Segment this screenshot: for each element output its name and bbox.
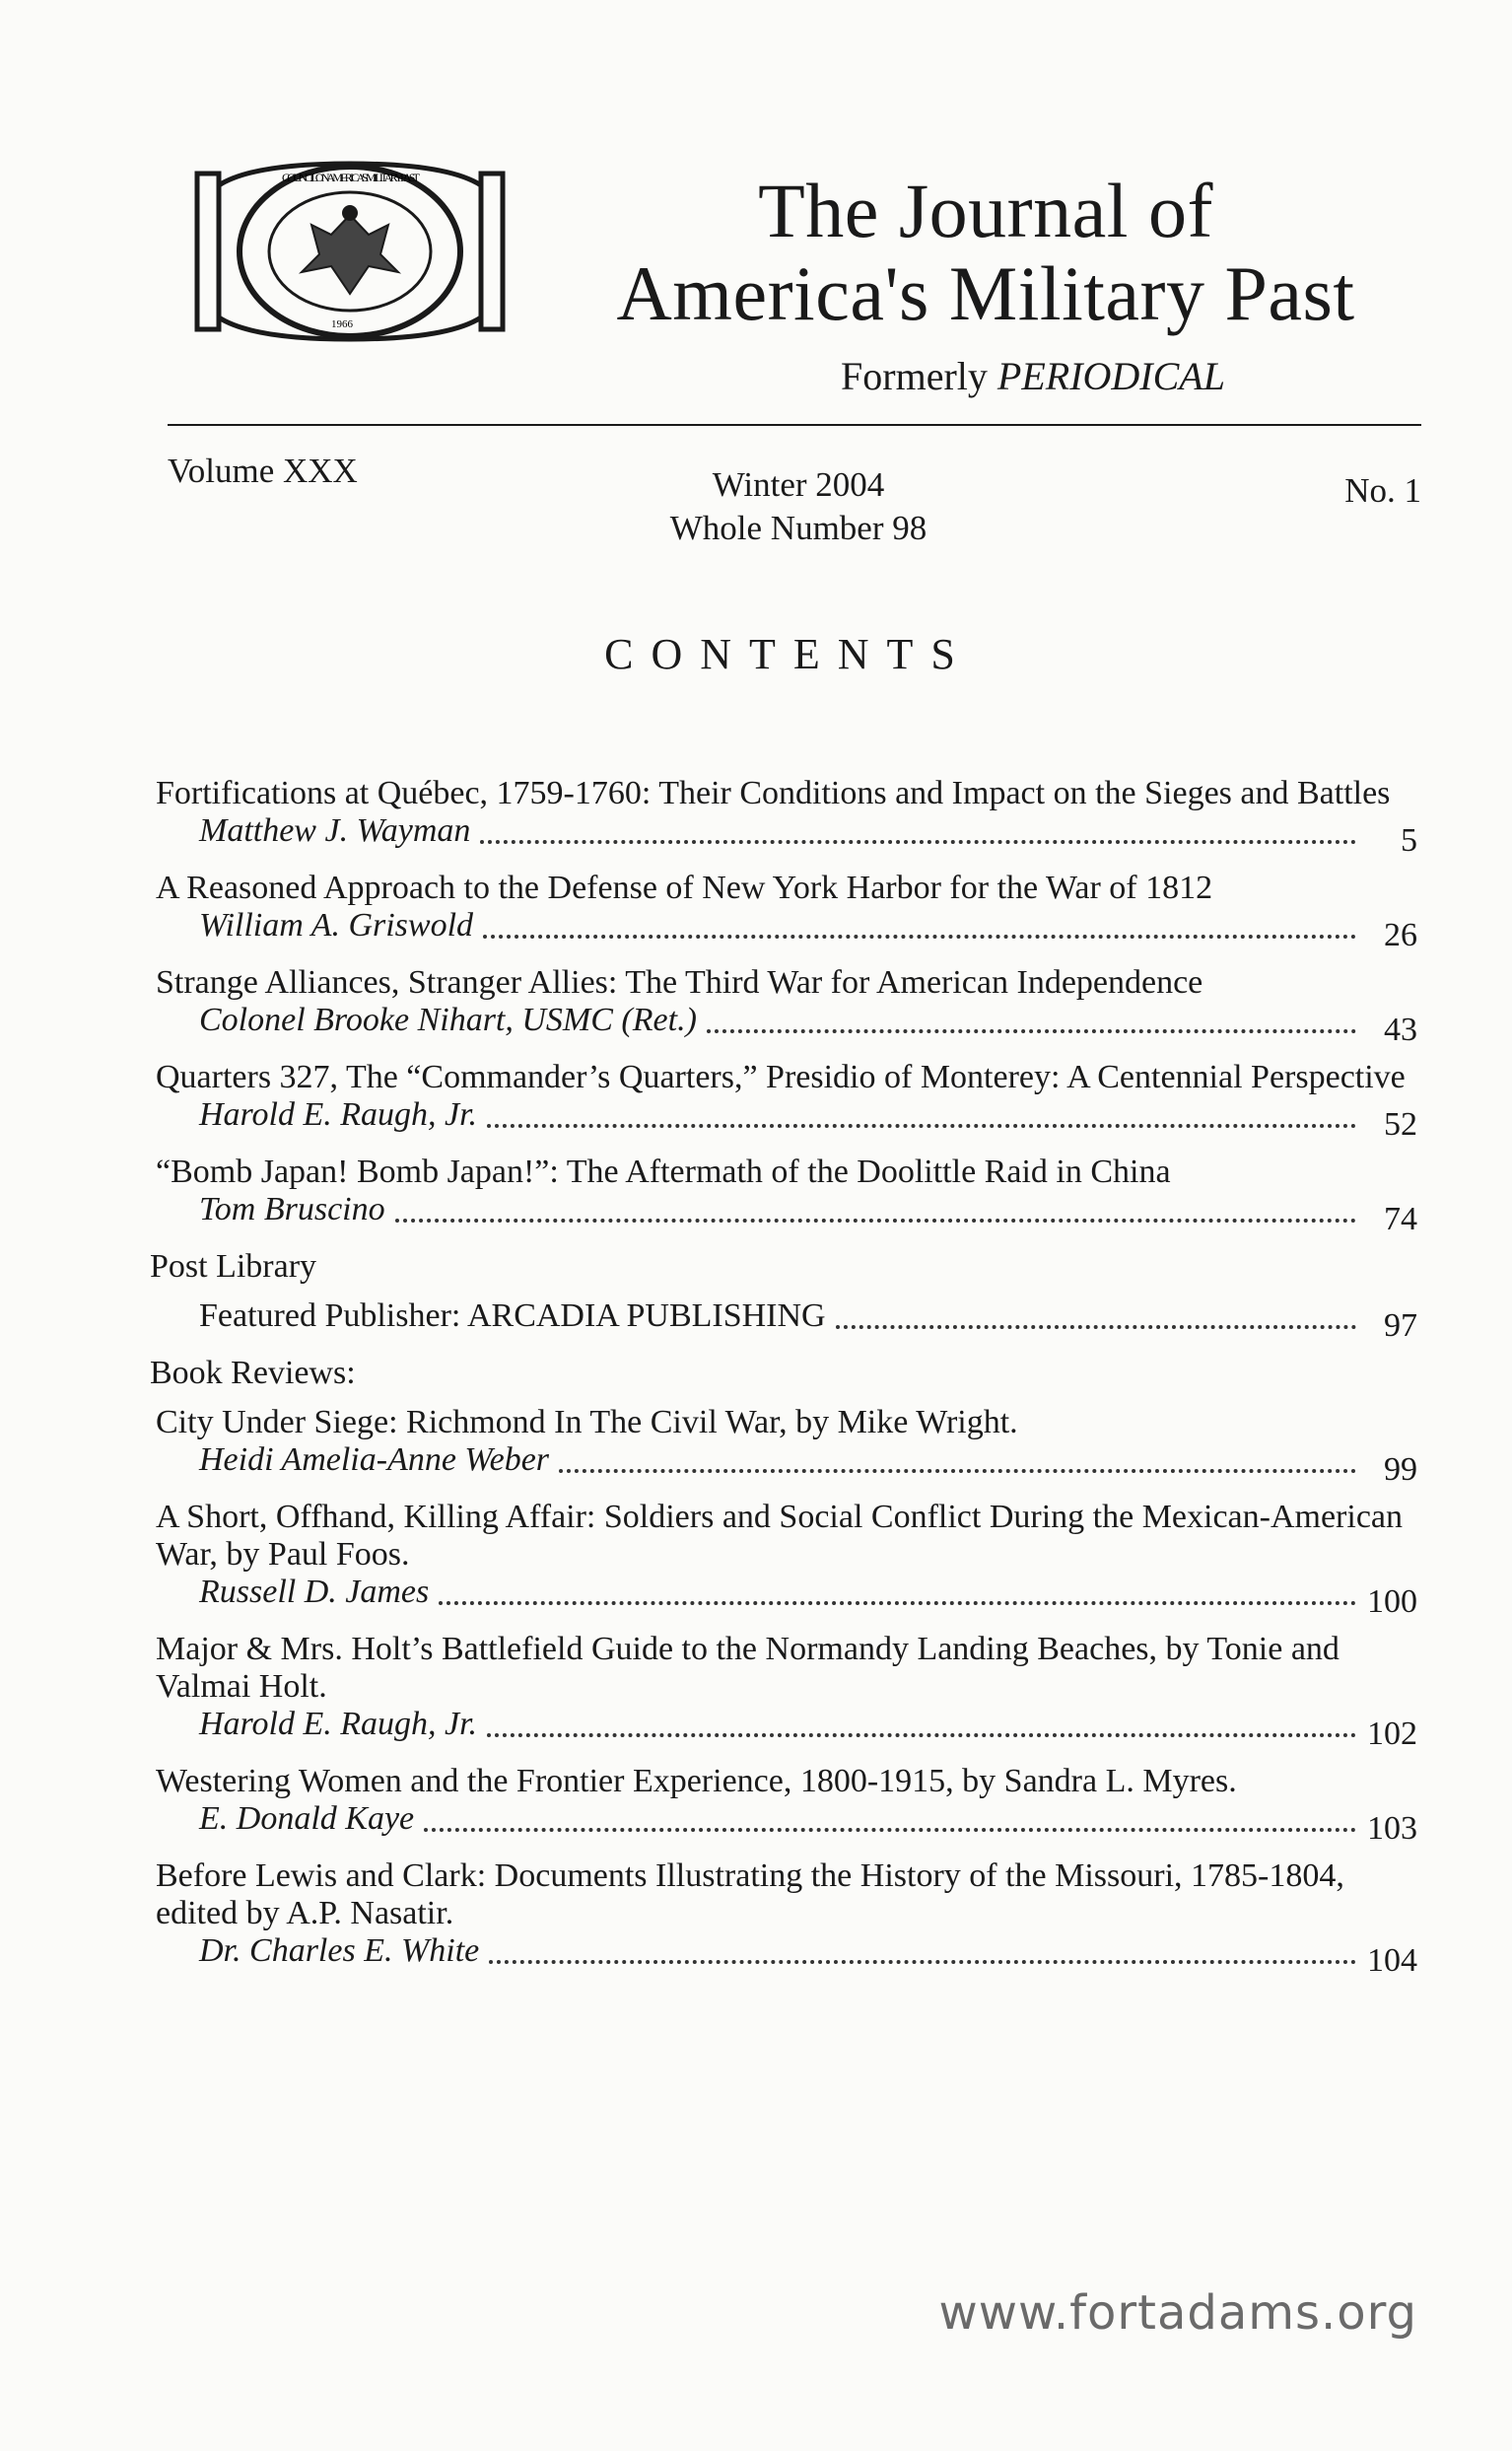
journal-title-line1: The Journal of [758, 168, 1213, 253]
toc-entry[interactable] [148, 870, 1419, 953]
leader-dots [480, 840, 1356, 844]
issue-season: Winter 2004 [712, 465, 885, 504]
page-number: 100 [1367, 1583, 1417, 1620]
contents-heading: CONTENTS [604, 630, 973, 678]
journal-masthead [552, 170, 1419, 402]
formerly-subtitle [552, 351, 1419, 402]
reviewer: Heidi Amelia-Anne Weber [199, 1441, 550, 1478]
page-number: 52 [1384, 1106, 1417, 1143]
header-divider [168, 424, 1421, 426]
toc-entry[interactable] [148, 1297, 1419, 1344]
leader-dots [424, 1828, 1356, 1832]
article-author: Tom Bruscino [199, 1191, 385, 1227]
issue-whole-number: Whole Number 98 [669, 509, 928, 547]
site-watermark: www.fortadams.org [938, 2285, 1417, 2341]
page-number: 5 [1401, 822, 1417, 859]
article-author: Harold E. Raugh, Jr. [199, 1096, 478, 1133]
svg-text:1966: 1966 [331, 318, 353, 330]
journal-title-line2: America's Military Past [616, 250, 1355, 336]
page-number: 99 [1384, 1451, 1417, 1488]
leader-dots [439, 1601, 1356, 1605]
post-library-heading: Post Library [150, 1248, 317, 1285]
article-title: Quarters 327, The “Commander’s Quarters,” Presidio of Monterey: A Centennial Perspective [156, 1059, 1406, 1095]
toc-entry[interactable] [148, 1154, 1419, 1237]
page-number: 103 [1367, 1810, 1417, 1847]
leader-dots [559, 1469, 1356, 1473]
book-reviews-heading: Book Reviews: [150, 1355, 356, 1391]
page-number: 43 [1384, 1012, 1417, 1048]
council-seal-logo [193, 156, 507, 347]
page-number: 74 [1384, 1201, 1417, 1237]
formerly-name: PERIODICAL [997, 354, 1225, 398]
leader-dots [836, 1325, 1356, 1329]
toc-entry[interactable] [148, 1763, 1419, 1847]
page-number: 102 [1367, 1716, 1417, 1752]
article-title: Strange Alliances, Stranger Allies: The Third War for American Independence [156, 964, 1203, 1001]
issue-number: No. 1 [1344, 471, 1421, 510]
toc-entry[interactable] [148, 1059, 1419, 1143]
article-title: “Bomb Japan! Bomb Japan!”: The Aftermath of the Doolittle Raid in China [156, 1154, 1171, 1190]
eagle-seal-icon [193, 156, 507, 347]
toc-entry[interactable] [148, 1499, 1419, 1620]
svg-text:COUNCIL ON AMERICA'S MILITARY: COUNCIL ON AMERICA'S MILITARY PAST [282, 171, 421, 184]
page-number: 104 [1367, 1942, 1417, 1979]
reviewer: Dr. Charles E. White [199, 1932, 480, 1969]
toc-entry[interactable] [148, 964, 1419, 1048]
leader-dots [395, 1219, 1356, 1223]
review-title: Before Lewis and Clark: Documents Illustrating the History of the Missouri, 1785-1804, edited by A.P. Nasatir. [156, 1857, 1344, 1931]
reviewer: Russell D. James [199, 1574, 430, 1610]
table-of-contents [148, 775, 1419, 1990]
leader-dots [707, 1029, 1356, 1033]
leader-dots [489, 1960, 1356, 1964]
issue-info [591, 463, 1005, 550]
review-title: City Under Siege: Richmond In The Civil War, by Mike Wright. [156, 1404, 1018, 1440]
formerly-prefix: Formerly [841, 354, 988, 398]
review-title: Major & Mrs. Holt’s Battlefield Guide to the Normandy Landing Beaches, by Tonie and Valmai Holt. [156, 1631, 1340, 1705]
article-author: Colonel Brooke Nihart, USMC (Ret.) [199, 1002, 697, 1038]
review-title: A Short, Offhand, Killing Affair: Soldiers and Social Conflict During the Mexican-American War, by Paul Foos. [156, 1499, 1404, 1573]
review-title: Westering Women and the Frontier Experience, 1800-1915, by Sandra L. Myres. [156, 1763, 1237, 1799]
featured-publisher: Featured Publisher: ARCADIA PUBLISHING [199, 1297, 826, 1334]
toc-entry[interactable] [148, 1631, 1419, 1752]
article-title: Fortifications at Québec, 1759-1760: Their Conditions and Impact on the Sieges and Battles [156, 775, 1391, 811]
volume-label: Volume XXX [168, 452, 358, 490]
toc-entry[interactable] [148, 1404, 1419, 1488]
article-author: Matthew J. Wayman [199, 812, 471, 849]
page-number: 26 [1384, 917, 1417, 953]
leader-dots [487, 1733, 1356, 1737]
toc-entry[interactable] [148, 1857, 1419, 1979]
leader-dots [483, 935, 1356, 939]
leader-dots [487, 1124, 1356, 1128]
reviewer: E. Donald Kaye [199, 1800, 415, 1837]
toc-entry[interactable] [148, 775, 1419, 859]
page-number: 97 [1384, 1307, 1417, 1344]
reviewer: Harold E. Raugh, Jr. [199, 1706, 478, 1742]
article-author: William A. Griswold [199, 907, 474, 944]
article-title: A Reasoned Approach to the Defense of New York Harbor for the War of 1812 [156, 870, 1213, 906]
